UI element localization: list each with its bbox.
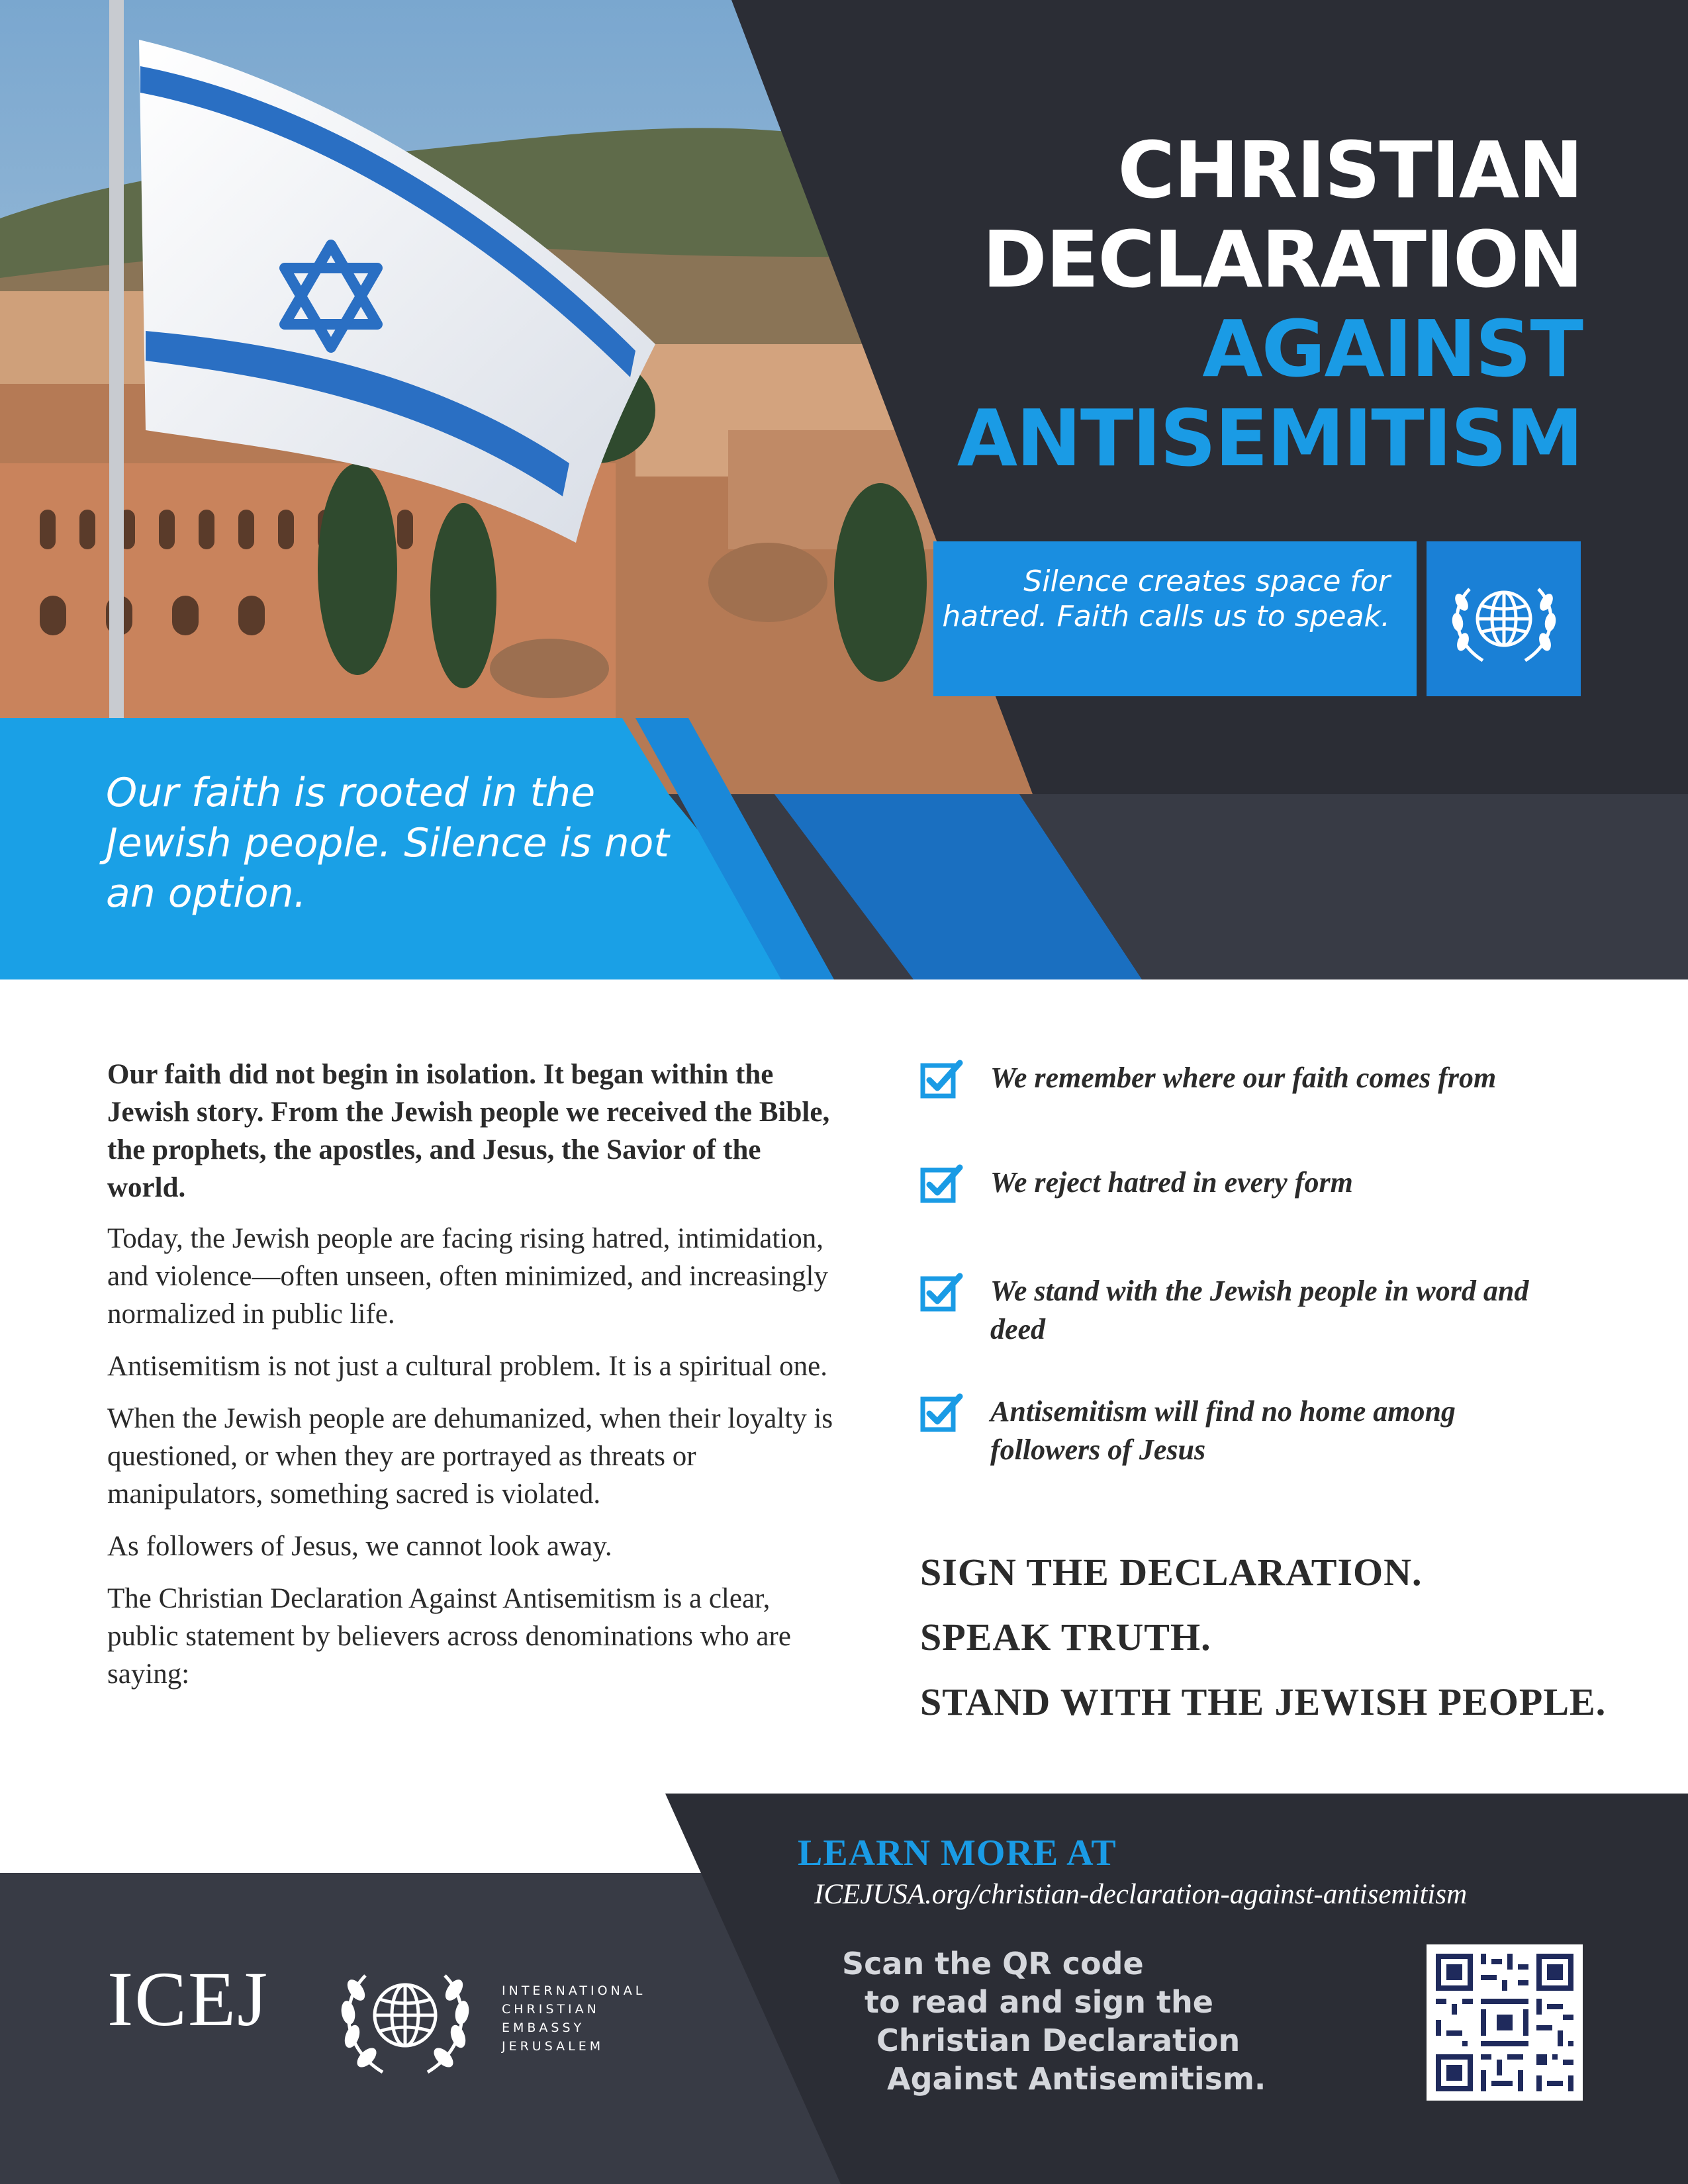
learn-more-heading: LEARN MORE AT	[798, 1833, 1117, 1874]
globe-wreath-icon	[1430, 556, 1578, 682]
check-box-icon	[920, 1392, 964, 1432]
tagline-text: Silence creates space for hatred. Faith calls us to speak.	[942, 565, 1390, 633]
intro-lead: Our faith did not begin in isolation. It began within the Jewish story. From the Jewish people we received the Bible, the prophets, the apostles, and Jesus, the Savior of the world.	[107, 1059, 830, 1203]
intro-paragraph: As followers of Jesus, we cannot look away.	[107, 1531, 612, 1562]
org-line: CHRISTIAN	[502, 2002, 600, 2017]
check-box-icon	[920, 1059, 964, 1099]
scan-instructions	[821, 1944, 1337, 2098]
scan-line: Against Antisemitism.	[887, 2061, 1266, 2097]
declaration-url-link[interactable]: ICEJUSA.org/christian-declaration-against-antisemitism	[814, 1879, 1468, 1910]
checklist-text: We reject hatred in every form	[990, 1166, 1353, 1199]
cta-line-2: SPEAK TRUTH.	[920, 1615, 1211, 1659]
org-line: EMBASSY	[502, 2021, 585, 2035]
scan-line: Scan the QR code	[842, 1946, 1144, 1981]
qr-code-icon	[1427, 1944, 1583, 2101]
check-box-icon	[920, 1163, 964, 1203]
intro-paragraph: Antisemitism is not just a cultural problem. It is a spiritual one.	[107, 1351, 827, 1382]
title-line-1: CHRISTIAN	[1117, 124, 1582, 216]
title-line-4: ANTISEMITISM	[957, 392, 1582, 484]
qr-code[interactable]	[1427, 1944, 1583, 2101]
cta-line-3: STAND WITH THE JEWISH PEOPLE.	[920, 1680, 1607, 1723]
hero-quote: Our faith is rooted in the Jewish people. Silence is not an option.	[106, 770, 669, 917]
icej-logo-word: ICEJ	[107, 1956, 269, 2042]
intro-paragraph: The Christian Declaration Against Antisemitism is a clear, public statement by believers across denominations who are saying:	[107, 1583, 791, 1690]
check-box-icon	[920, 1272, 964, 1312]
intro-paragraph: Today, the Jewish people are facing rising hatred, intimidation, and violence—often unseen, often minimized, and increasingly normalized in public life.	[107, 1223, 828, 1330]
checklist-text: Antisemitism will find no home among followers of Jesus	[990, 1395, 1456, 1466]
org-line: JERUSALEM	[502, 2039, 604, 2054]
intro-text	[107, 1056, 842, 1707]
hero-section	[0, 0, 1688, 979]
scan-line: Christian Declaration	[876, 2023, 1241, 2058]
checklist-text: We remember where our faith comes from	[990, 1062, 1497, 1094]
intro-paragraph: When the Jewish people are dehumanized, when their loyalty is questioned, or when they are portrayed as threats or manipulators, something sacred is violated.	[107, 1403, 833, 1510]
cta-line-1: SIGN THE DECLARATION.	[920, 1551, 1423, 1594]
title-line-2: DECLARATION	[982, 214, 1582, 305]
scan-line: to read and sign the	[865, 1984, 1213, 2020]
globe-wreath-icon	[319, 1949, 491, 2088]
organization-name	[502, 1981, 645, 2056]
org-line: INTERNATIONAL	[502, 1983, 646, 1998]
title-line-3: AGAINST	[1202, 303, 1582, 394]
checklist-text: We stand with the Jewish people in word and deed	[990, 1275, 1529, 1345]
